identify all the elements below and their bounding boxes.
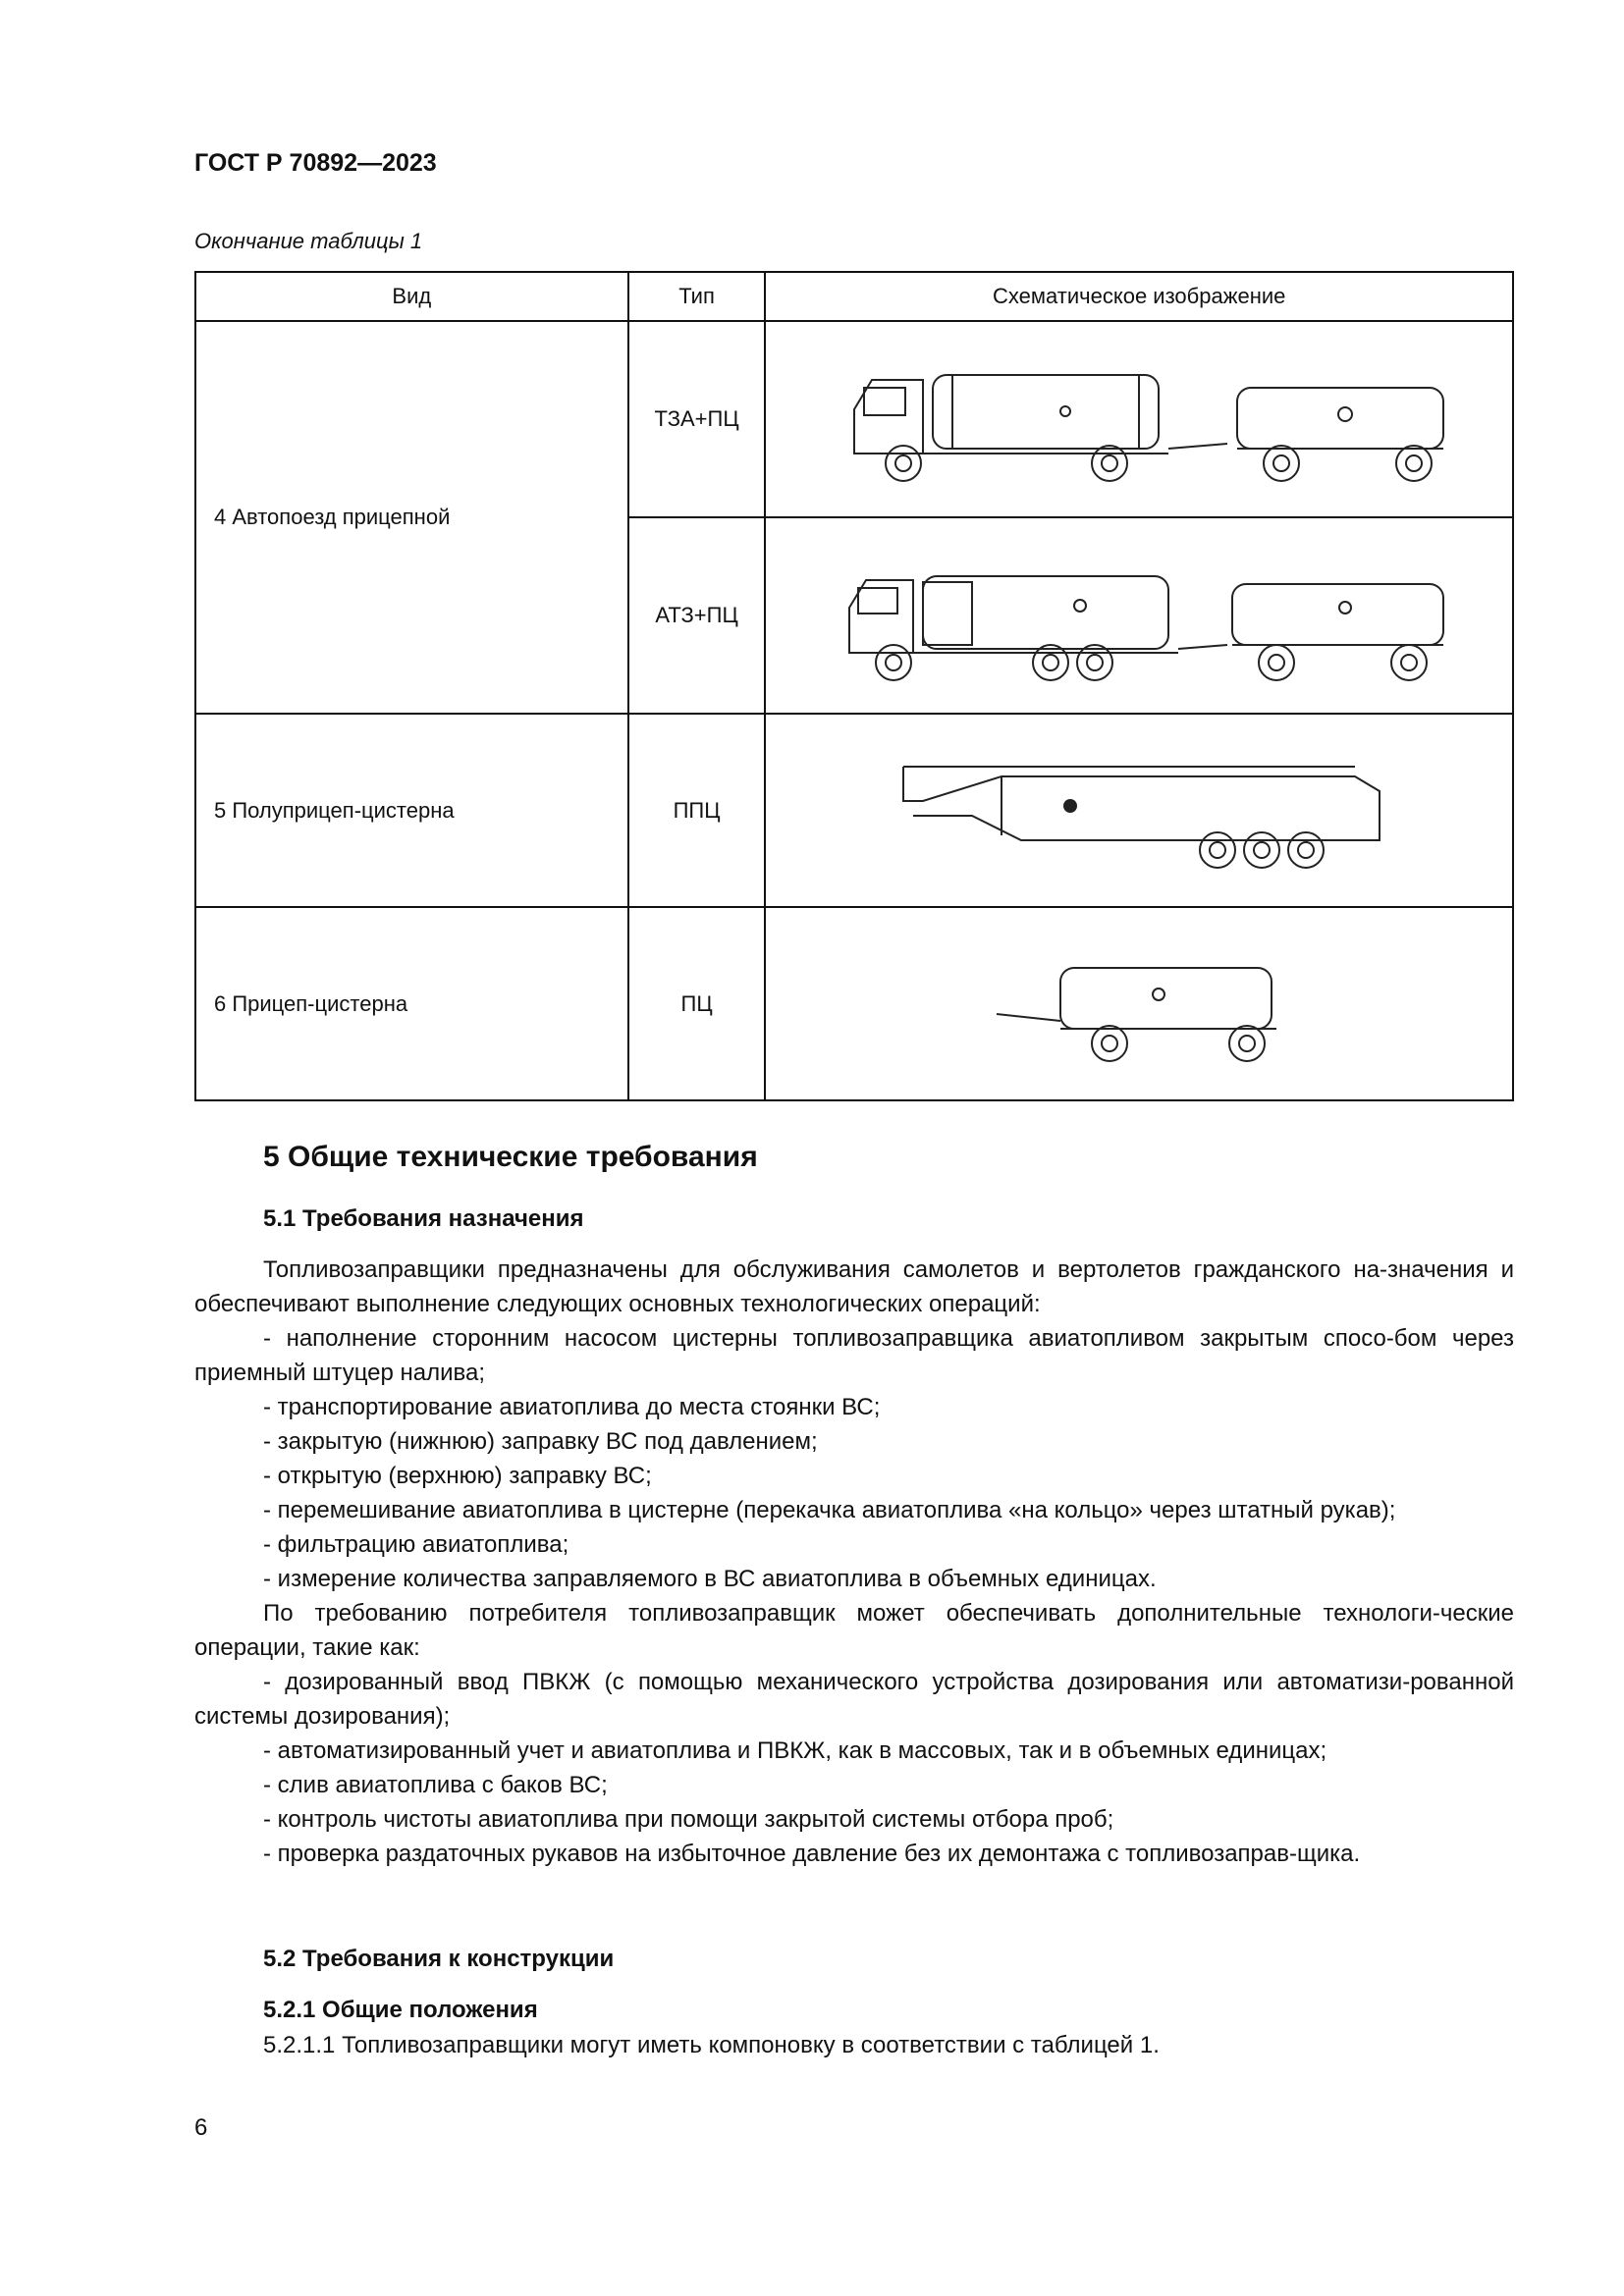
table-caption: Окончание таблицы 1 bbox=[194, 229, 423, 253]
subsection-title-5-2: 5.2 Требования к конструкции bbox=[263, 1946, 615, 1972]
tank-trailer-drawing bbox=[992, 940, 1286, 1068]
table-row bbox=[195, 907, 1513, 1100]
list-item: - дозированный ввод ПВКЖ (с помощью механического устройства дозирования или автоматизи-рованной системы дозирования); bbox=[194, 1669, 1514, 1730]
column-header-vid: Вид bbox=[195, 272, 628, 321]
subsection-title-5-1: 5.1 Требования назначения bbox=[263, 1205, 584, 1232]
list-item: - проверка раздаточных рукавов на избыточное давление без их демонтажа с топливозаправ-щика. bbox=[263, 1841, 1361, 1867]
table-header-row bbox=[195, 272, 1513, 321]
list-item: - открытую (верхнюю) заправку ВС; bbox=[263, 1463, 652, 1489]
list-item: - слив авиатоплива с баков ВС; bbox=[263, 1772, 608, 1798]
row-vid-cell: 6 Прицеп-цистерна bbox=[195, 907, 628, 1100]
table-row bbox=[195, 714, 1513, 907]
schematic-atz-pc bbox=[765, 517, 1513, 714]
schematic-ppc bbox=[765, 714, 1513, 907]
list-item: - измерение количества заправляемого в ВС авиатоплива в объемных единицах. bbox=[263, 1566, 1157, 1592]
semitrailer-drawing bbox=[884, 747, 1394, 875]
table-row bbox=[195, 321, 1513, 517]
page-number: 6 bbox=[194, 2114, 208, 2141]
row-tip-cell: ППЦ bbox=[628, 714, 766, 907]
row-tip-cell: ТЗА+ПЦ bbox=[628, 321, 766, 517]
list-item: - автоматизированный учет и авиатоплива и ПВКЖ, как в массовых, так и в объемных единицах; bbox=[263, 1737, 1327, 1764]
list-item: - контроль чистоты авиатоплива при помощи закрытой системы отбора проб; bbox=[263, 1806, 1114, 1833]
column-header-image: Схематическое изображение bbox=[765, 272, 1513, 321]
vehicle-table bbox=[194, 271, 1514, 1101]
section-body bbox=[194, 1253, 1514, 1871]
truck-trailer-drawing bbox=[815, 547, 1463, 684]
section-title: 5 Общие технические требования bbox=[263, 1141, 758, 1173]
paragraph: По требованию потребителя топливозаправщик может обеспечивать дополнительные технологи-ческие операции, такие как: bbox=[194, 1600, 1514, 1661]
list-item: - закрытую (нижнюю) заправку ВС под давлением; bbox=[263, 1428, 818, 1455]
paragraph-5-2-1-1: 5.2.1.1 Топливозаправщики могут иметь компоновку в соответствии с таблицей 1. bbox=[263, 2032, 1160, 2058]
row-vid-cell: 4 Автопоезд прицепной bbox=[195, 321, 628, 714]
row-tip-cell: ПЦ bbox=[628, 907, 766, 1100]
list-item: - наполнение сторонним насосом цистерны топливозаправщика авиатопливом закрытым спосо-бом через приемный штуцер налива; bbox=[194, 1325, 1514, 1386]
schematic-pc bbox=[765, 907, 1513, 1100]
list-item: - транспортирование авиатоплива до места стоянки ВС; bbox=[263, 1394, 881, 1420]
list-item: - фильтрацию авиатоплива; bbox=[263, 1531, 569, 1558]
paragraph: Топливозаправщики предназначены для обслуживания самолетов и вертолетов гражданского на-значения и обеспечивают выполнение следующих основных технологических операций: bbox=[194, 1256, 1514, 1317]
truck-trailer-drawing bbox=[815, 350, 1463, 488]
row-tip-cell: АТЗ+ПЦ bbox=[628, 517, 766, 714]
document-code: ГОСТ Р 70892—2023 bbox=[194, 149, 437, 177]
row-vid-cell: 5 Полуприцеп-цистерна bbox=[195, 714, 628, 907]
schematic-tza-pc bbox=[765, 321, 1513, 517]
subsection-title-5-2-1: 5.2.1 Общие положения bbox=[263, 1997, 538, 2023]
column-header-tip: Тип bbox=[628, 272, 766, 321]
list-item: - перемешивание авиатоплива в цистерне (перекачка авиатоплива «на кольцо» через штатный рукав); bbox=[263, 1497, 1396, 1523]
